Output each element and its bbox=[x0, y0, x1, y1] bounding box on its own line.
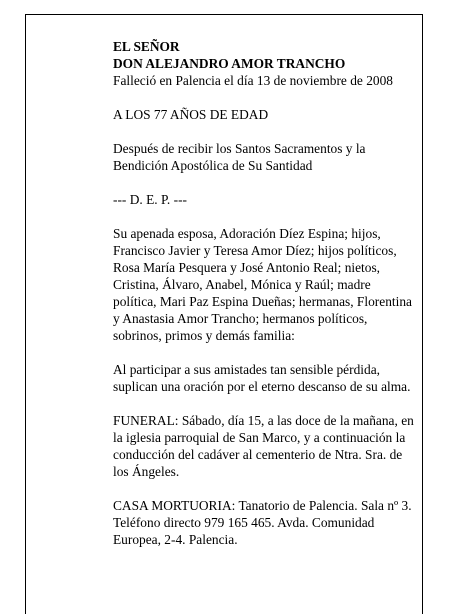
deceased-name: DON ALEJANDRO AMOR TRANCHO bbox=[113, 56, 346, 71]
dep-line: --- D. E. P. --- bbox=[113, 192, 188, 207]
age-line: A LOS 77 AÑOS DE EDAD bbox=[113, 107, 269, 122]
request-paragraph: Al participar a sus amistades tan sensible pérdida, suplican una oración por el eterno descanso de su alma. bbox=[113, 362, 411, 394]
deceased-title: EL SEÑOR bbox=[113, 39, 180, 54]
mortuary-paragraph: CASA MORTUORIA: Tanatorio de Palencia. Sala nº 3. Teléfono directo 979 165 465. Avda. Comunidad Europea, 2-4. Palencia. bbox=[113, 498, 412, 547]
death-date-line: Falleció en Palencia el día 13 de noviembre de 2008 bbox=[113, 73, 393, 88]
funeral-paragraph: FUNERAL: Sábado, día 15, a las doce de la mañana, en la iglesia parroquial de San Marco, y a continuación la conducción del cadáver al cementerio de Ntra. Sra. de los Ángeles. bbox=[113, 413, 414, 479]
family-paragraph: Su apenada esposa, Adoración Díez Espina; hijos, Francisco Javier y Teresa Amor Díez; hijos políticos, Rosa María Pesquera y José Antonio Real; nietos, Cristina, Álvaro, Anabel, Mónica y Raúl; madre política, Mari Paz Espina Dueñas; hermanas, Florentina y Anastasia Amor Trancho; hermanos políticos, sobrinos, primos y demás familia: bbox=[113, 226, 412, 343]
sacraments-paragraph: Después de recibir los Santos Sacramentos y la Bendición Apostólica de Su Santidad bbox=[113, 141, 366, 173]
obituary-notice bbox=[113, 38, 415, 548]
